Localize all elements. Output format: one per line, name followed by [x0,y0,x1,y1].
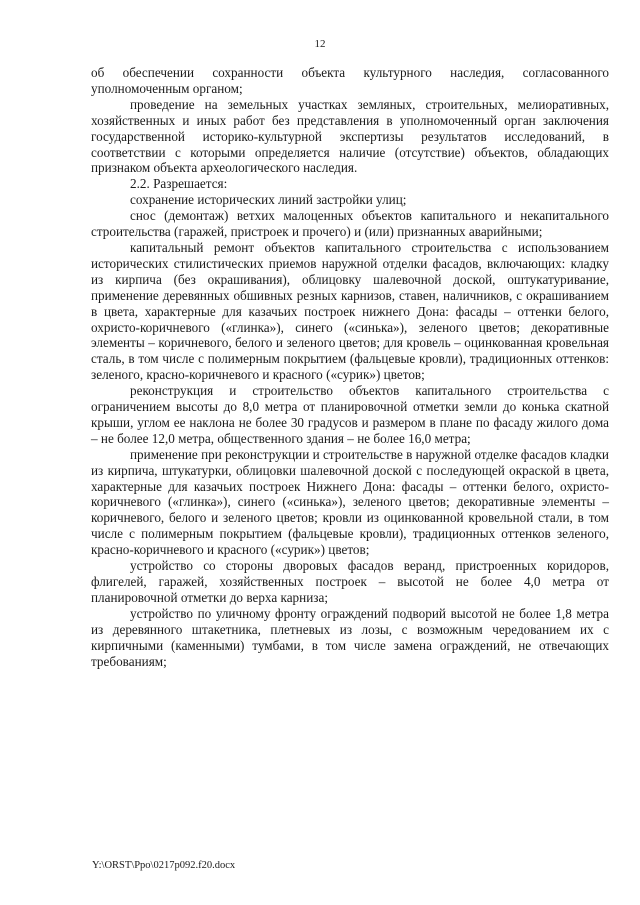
footer-file-path: Y:\ORST\Ppo\0217p092.f20.docx [92,860,236,871]
page-number: 12 [314,38,326,50]
paragraph: устройство по уличному фронту ограждений подворий высотой не более 1,8 метра из деревянного штакетника, плетневых из лозы, с возможным чередованием их с кирпичными (каменными) тумбами, в том числе замена ограждений, не отвечающих требованиям; [91,605,609,669]
document-body [91,65,609,669]
paragraph: проведение на земельных участках земляных, строительных, мелиоративных, хозяйственных и иных работ без представления в уполномоченный орган заключения государственной историко-культурной экспертизы результатов исследований, в соответствии с которыми определяется наличие (отсутствие) объектов, обладающих признаком объекта археологического наследия. [91,96,609,176]
paragraph: устройство со стороны дворовых фасадов веранд, пристроенных коридоров, флигелей, гаражей, хозяйственных построек – высотой не более 4,0 метра от планировочной отметки до верха карниза; [91,558,609,605]
paragraph: снос (демонтаж) ветхих малоценных объектов капитального и некапитального строительства (гаражей, пристроек и прочего) и (или) признанных аварийными; [91,208,609,240]
paragraph: об обеспечении сохранности объекта культурного наследия, согласованного уполномоченным органом; [91,65,609,96]
paragraph: применение при реконструкции и строительстве в наружной отделке фасадов кладки из кирпича, штукатурки, облицовки шалевочной доской с последующей окраской в цвета, характерные для казачьих построек Нижнего Дона: фасады – оттенки белого, охристо-коричневого («глинка»), синего («синька»), зеленого цветов; декоративные элементы – коричневого, белого и зеленого цветов; кровли из оцинкованной кровельной стали, в том числе с полимерным покрытием (фальцевые кровли), традиционных оттенков зеленого, красно-коричневого и красного («сурик») цветов; [91,446,609,558]
paragraph: капитальный ремонт объектов капитального строительства с использованием исторических стилистических приемов наружной отделки фасадов, включающих: кладку из кирпича (без окрашивания), облицовку шалевочной доской, оштукатуривание, применение деревянных обшивных резных карнизов, ставен, наличников, с окрашиванием в цвета, характерные для казачьих построек нижнего Дона: фасады – оттенки белого, охристо-коричневого («глинка»), синего («синька»), зеленого цветов; декоративные элементы – коричневого, белого и зеленого цветов; для кровель – оцинкованная кровельная сталь, в том числе с полимерным покрытием (фальцевые кровли), традиционных оттенков: зеленого, красно-коричневого и красного («сурик») цветов; [91,239,609,383]
paragraph: сохранение исторических линий застройки улиц; [130,192,407,208]
paragraph: 2.2. Разрешается: [130,176,228,192]
paragraph: реконструкция и строительство объектов капитального строительства с ограничением высоты до 8,0 метра от планировочной отметки земли до конька скатной крыши, углом ее наклона не более 30 градусов и размером в плане по фасаду жилого дома – не более 12,0 метра, общественного здания – не более 16,0 метра; [91,383,609,446]
